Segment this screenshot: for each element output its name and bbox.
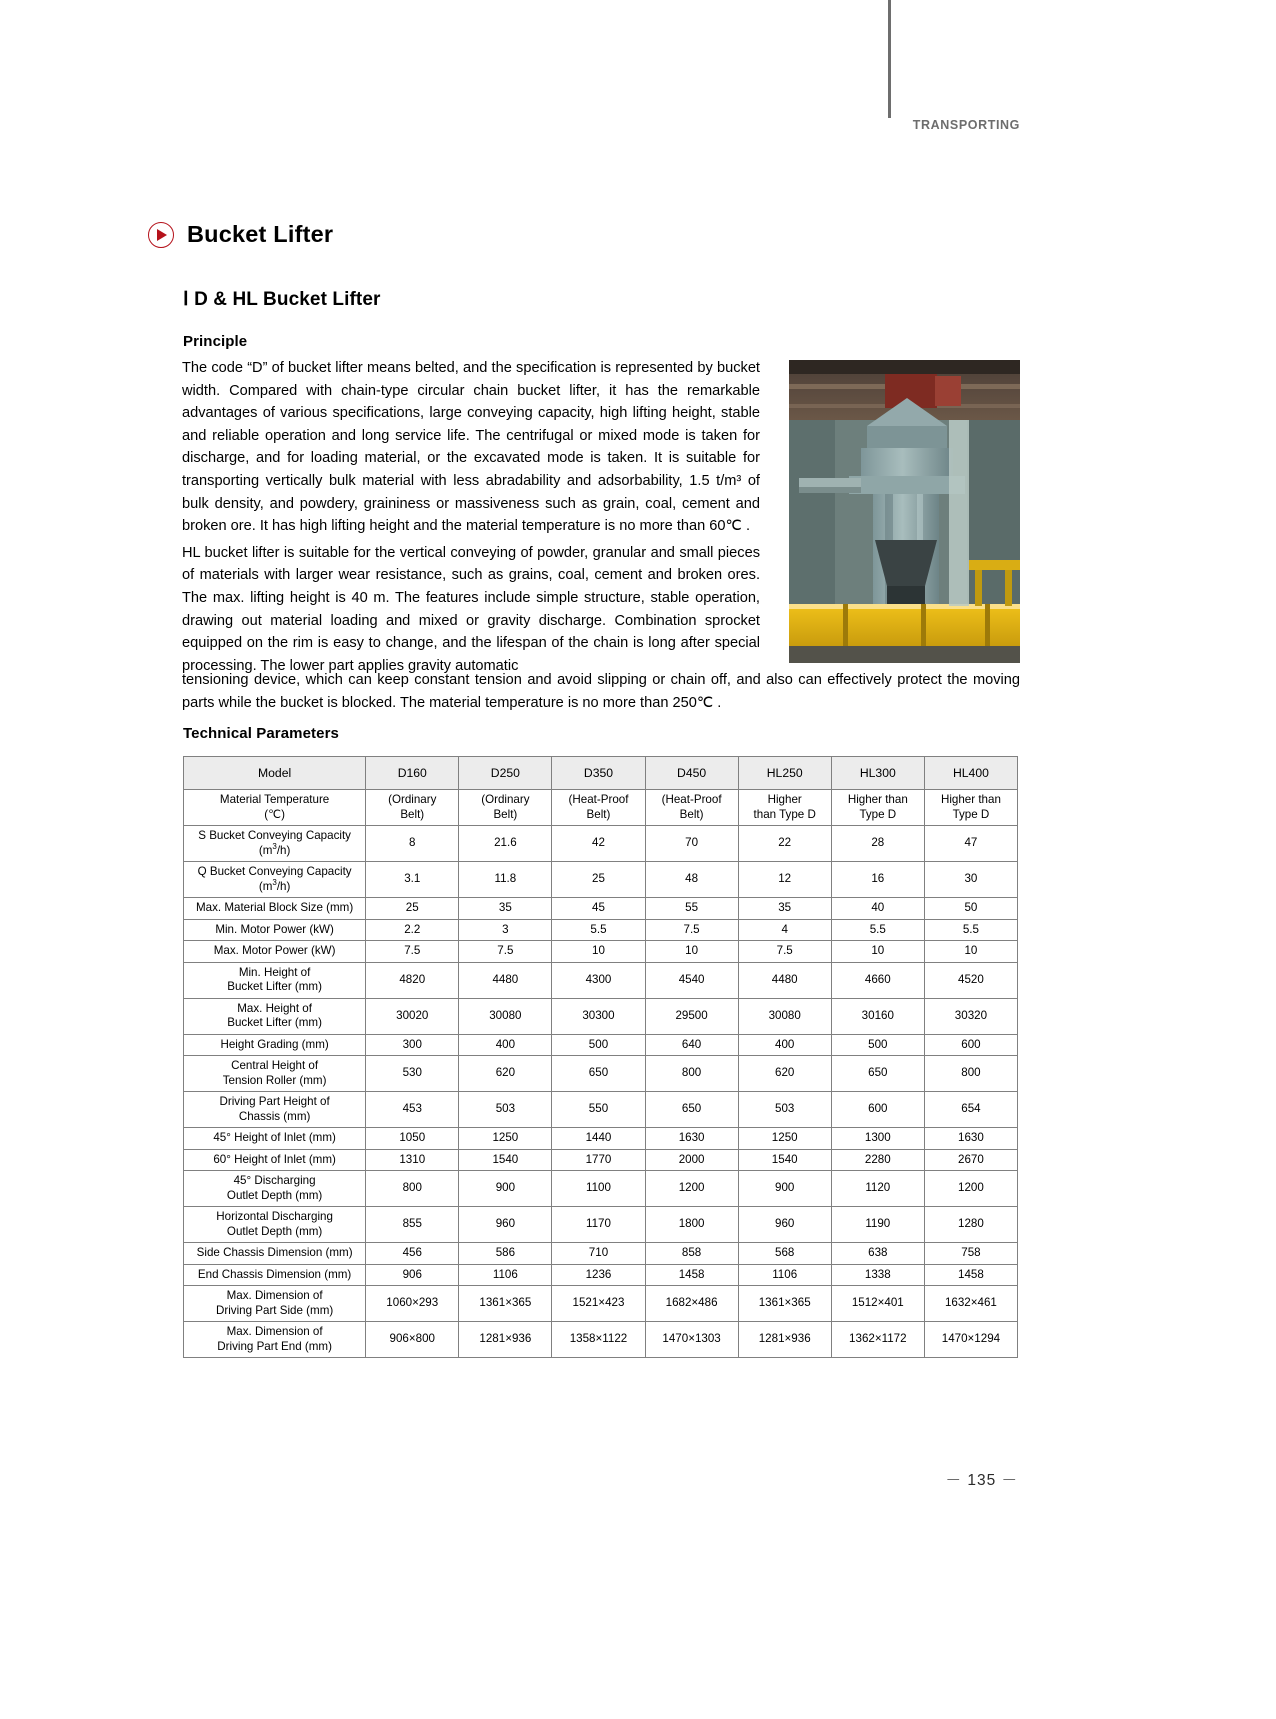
table-cell: 1106 [738,1264,831,1286]
table-cell: 1630 [924,1128,1017,1150]
column-header: Model [184,757,366,790]
table-cell: 7.5 [738,941,831,963]
table-cell: 960 [738,1207,831,1243]
table-cell: Higher than Type D [738,790,831,826]
table-cell: 50 [924,898,1017,920]
table-cell: 568 [738,1243,831,1265]
table-cell: 35 [459,898,552,920]
row-label: Height Grading (mm) [184,1034,366,1056]
table-cell: 21.6 [459,826,552,862]
table-cell: 550 [552,1092,645,1128]
table-cell: 22 [738,826,831,862]
table-cell: 456 [366,1243,459,1265]
table-cell: 758 [924,1243,1017,1265]
table-cell: 1440 [552,1128,645,1150]
table-row [184,1149,1018,1171]
table-cell: 1512×401 [831,1286,924,1322]
table-row [184,962,1018,998]
table-cell: 1106 [459,1264,552,1286]
table-cell: 7.5 [366,941,459,963]
table-cell: 3.1 [366,862,459,898]
table-cell: 10 [831,941,924,963]
row-label: Min. Height of Bucket Lifter (mm) [184,962,366,998]
table-cell: 600 [924,1034,1017,1056]
table-cell: 600 [831,1092,924,1128]
table-cell: 30 [924,862,1017,898]
table-cell: 3 [459,919,552,941]
running-head-label: TRANSPORTING [912,118,1020,132]
table-cell: 503 [738,1092,831,1128]
table-cell: 1120 [831,1171,924,1207]
row-label: Q Bucket Conveying Capacity $(m^3/h)$ [184,862,366,898]
table-cell: 28 [831,826,924,862]
table-cell: 1250 [738,1128,831,1150]
table-cell: 300 [366,1034,459,1056]
row-label: Max. Motor Power (kW) [184,941,366,963]
table-cell: 1358×1122 [552,1322,645,1358]
table-cell: 4540 [645,962,738,998]
table-cell: 11.8 [459,862,552,898]
table-cell: (Ordinary Belt) [459,790,552,826]
table-cell: 620 [459,1056,552,1092]
page-title-row [148,222,333,248]
row-label: Max. Dimension of Driving Part End (mm) [184,1322,366,1358]
table-row [184,1128,1018,1150]
table-cell: 30080 [459,998,552,1034]
table-cell: 10 [924,941,1017,963]
table-cell: 16 [831,862,924,898]
table-row [184,898,1018,920]
table-cell: 855 [366,1207,459,1243]
table-row [184,1092,1018,1128]
table-cell: 1100 [552,1171,645,1207]
table-cell: 503 [459,1092,552,1128]
table-cell: 70 [645,826,738,862]
row-label: S Bucket Conveying Capacity $(m^3/h)$ [184,826,366,862]
row-label: Central Height of Tension Roller (mm) [184,1056,366,1092]
table-cell: 500 [552,1034,645,1056]
table-cell: 10 [552,941,645,963]
table-cell: (Heat-Proof Belt) [645,790,738,826]
row-label: Driving Part Height of Chassis (mm) [184,1092,366,1128]
table-cell: 1280 [924,1207,1017,1243]
table-cell: 40 [831,898,924,920]
table-cell: 710 [552,1243,645,1265]
table-cell: 8 [366,826,459,862]
table-cell: 2000 [645,1149,738,1171]
table-cell: 1300 [831,1128,924,1150]
paragraph-3: tensioning device, which can keep constant tension and avoid slipping or chain off, and also can effectively protect the moving parts while the bucket is blocked. The material temperature is no more than 250℃ . [182,672,1020,711]
table-row [184,1286,1018,1322]
section-subtitle: Ⅰ D & HL Bucket Lifter [183,289,381,310]
table-cell: 4480 [738,962,831,998]
table-cell: 12 [738,862,831,898]
row-label: Max. Material Block Size (mm) [184,898,366,920]
table-cell: 1458 [924,1264,1017,1286]
table-row [184,790,1018,826]
table-cell: 1682×486 [645,1286,738,1322]
table-cell: Higher than Type D [924,790,1017,826]
table-cell: 1250 [459,1128,552,1150]
table-cell: 620 [738,1056,831,1092]
table-cell: 1470×1303 [645,1322,738,1358]
table-cell: 30320 [924,998,1017,1034]
row-label: 45° Height of Inlet (mm) [184,1128,366,1150]
table-cell: 10 [645,941,738,963]
table-cell: 4 [738,919,831,941]
table-cell: 1281×936 [738,1322,831,1358]
table-cell: 4820 [366,962,459,998]
column-header: D160 [366,757,459,790]
table-cell: 1310 [366,1149,459,1171]
table-cell: 654 [924,1092,1017,1128]
table-row [184,1034,1018,1056]
heading-technical-parameters: Technical Parameters [183,725,339,742]
table-cell: 1800 [645,1207,738,1243]
column-header: HL250 [738,757,831,790]
table-cell: 1470×1294 [924,1322,1017,1358]
table-cell: 638 [831,1243,924,1265]
table-cell: 42 [552,826,645,862]
table-cell: 1521×423 [552,1286,645,1322]
principle-body-column [182,357,760,681]
table-cell: 1060×293 [366,1286,459,1322]
table-cell: 7.5 [645,919,738,941]
column-header: HL400 [924,757,1017,790]
table-row [184,826,1018,862]
table-cell: 1338 [831,1264,924,1286]
table-cell: 1540 [738,1149,831,1171]
table-row [184,1056,1018,1092]
table-cell: 2.2 [366,919,459,941]
table-cell: 900 [459,1171,552,1207]
running-head [888,118,1148,132]
table-cell: 47 [924,826,1017,862]
table-cell: 1770 [552,1149,645,1171]
table-cell: 1362×1172 [831,1322,924,1358]
table-cell: 1281×936 [459,1322,552,1358]
table-cell: 906×800 [366,1322,459,1358]
table-cell: 45 [552,898,645,920]
table-body [184,790,1018,1358]
table-cell: 30300 [552,998,645,1034]
page-title: Bucket Lifter [187,221,334,248]
technical-parameters-table [183,756,1018,1358]
table-cell: 650 [645,1092,738,1128]
table-cell: 500 [831,1034,924,1056]
table-cell: 586 [459,1243,552,1265]
bucket-lifter-photo [789,360,1020,663]
table-cell: Higher than Type D [831,790,924,826]
table-cell: 25 [366,898,459,920]
table-cell: 1630 [645,1128,738,1150]
row-label: Side Chassis Dimension (mm) [184,1243,366,1265]
table-cell: 800 [645,1056,738,1092]
table-cell: 55 [645,898,738,920]
bucket-lifter-photo-graphic [789,360,1020,663]
table-cell: (Heat-Proof Belt) [552,790,645,826]
table-cell: 400 [738,1034,831,1056]
table-cell: 4520 [924,962,1017,998]
table-cell: 1361×365 [738,1286,831,1322]
table-cell: 1632×461 [924,1286,1017,1322]
table-cell: 800 [924,1056,1017,1092]
paragraph-1: The code “D” of bucket lifter means belted, and the specification is represented by bucket width. Compared with chain-type circular chain bucket lifter, it has the remarkable advantages of various specifications, large conveying capacity, high lifting height, stable and reliable operation and long service life. The centrifugal or mixed mode is taken for discharge, and for loading material, or the excavated mode is taken. It is suitable for transporting vertically bulk material with less abradability and adsorbability, 1.5 t/m³ of bulk density, and powdery, graininess or massiveness such as grain, coal, cement and broken ore. It has high lifting height and the material temperature is no more than 60℃ . [182,360,760,535]
table-cell: 5.5 [924,919,1017,941]
table-cell: 906 [366,1264,459,1286]
table-row [184,1322,1018,1358]
page-folio: － 135 － [945,1472,1018,1489]
table-cell: 1540 [459,1149,552,1171]
heading-principle: Principle [183,333,248,350]
row-label: Horizontal Discharging Outlet Depth (mm) [184,1207,366,1243]
table-cell: 650 [552,1056,645,1092]
table-cell: 858 [645,1243,738,1265]
table-cell: 4480 [459,962,552,998]
row-label: End Chassis Dimension (mm) [184,1264,366,1286]
table-row [184,1264,1018,1286]
table-cell: 530 [366,1056,459,1092]
row-label: Max. Height of Bucket Lifter (mm) [184,998,366,1034]
column-header: HL300 [831,757,924,790]
table-cell: 30080 [738,998,831,1034]
row-label: Max. Dimension of Driving Part Side (mm) [184,1286,366,1322]
table-row [184,1207,1018,1243]
table-cell: 25 [552,862,645,898]
table-cell: 1458 [645,1264,738,1286]
table-cell: 640 [645,1034,738,1056]
table-row [184,1171,1018,1207]
table-cell: 1361×365 [459,1286,552,1322]
table-row [184,1243,1018,1265]
table-cell: 29500 [645,998,738,1034]
table-cell: 650 [831,1056,924,1092]
table-row [184,998,1018,1034]
table-cell: 400 [459,1034,552,1056]
table-cell: 48 [645,862,738,898]
table-cell: 5.5 [831,919,924,941]
paragraph-2: HL bucket lifter is suitable for the vertical conveying of powder, granular and small pieces of materials with larger wear resistance, such as grains, coal, cement and broken ores. The max. lifting height is 40 m. The features include simple structure, stable operation, drawing out material loading and mixed or gravity discharge. Combination sprocket equipped on the rim is easy to change, and the lifespan of the chain is long after special processing. The lower part applies gravity automatic [182,544,760,674]
table-cell: 960 [459,1207,552,1243]
table-cell: (Ordinary Belt) [366,790,459,826]
table-cell: 7.5 [459,941,552,963]
table-cell: 1236 [552,1264,645,1286]
table-cell: 1170 [552,1207,645,1243]
row-label: Min. Motor Power (kW) [184,919,366,941]
column-header: D450 [645,757,738,790]
table-cell: 800 [366,1171,459,1207]
table-row [184,941,1018,963]
column-header: D350 [552,757,645,790]
arrow-circle-icon [148,222,174,248]
table-cell: 35 [738,898,831,920]
table-row [184,919,1018,941]
column-header: D250 [459,757,552,790]
principle-body-full-width [182,669,1020,714]
table-cell: 1200 [645,1171,738,1207]
table-cell: 5.5 [552,919,645,941]
row-label: 60° Height of Inlet (mm) [184,1149,366,1171]
table-cell: 30020 [366,998,459,1034]
table-cell: 1200 [924,1171,1017,1207]
table-cell: 2670 [924,1149,1017,1171]
table-header-row [184,757,1018,790]
row-label: Material Temperature (℃) [184,790,366,826]
table-cell: 1190 [831,1207,924,1243]
row-label: 45° Discharging Outlet Depth (mm) [184,1171,366,1207]
table-cell: 2280 [831,1149,924,1171]
table-row [184,862,1018,898]
table-cell: 1050 [366,1128,459,1150]
table-cell: 900 [738,1171,831,1207]
table-cell: 453 [366,1092,459,1128]
header-vertical-rule [888,0,891,118]
table-cell: 4660 [831,962,924,998]
table-cell: 4300 [552,962,645,998]
table-cell: 30160 [831,998,924,1034]
